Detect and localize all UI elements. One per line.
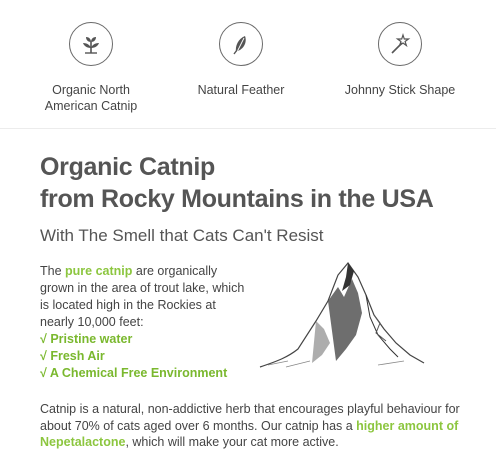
feature-johnny-stick: [330, 0, 470, 98]
intro-post: are organically grown in the area of trout lake, which is located high in the Rockies at nearly 10,000 feet:: [40, 264, 245, 329]
intro-text: [40, 263, 250, 382]
intro-pre: The: [40, 264, 66, 278]
feather-icon: [219, 22, 263, 66]
content-section: [0, 129, 496, 471]
feature-organic-catnip: [31, 0, 151, 114]
para-pre: Catnip is a natural, non-addictive herb that encourages playful behaviour for about 70% of cats aged over 6 months. Our catnip has a: [40, 402, 460, 433]
magic-wand-icon: [378, 22, 422, 66]
feature-natural-feather: [181, 0, 301, 98]
bullet-chemical-free: √ A Chemical Free Environment: [40, 366, 228, 380]
page-subtitle: With The Smell that Cats Can't Resist: [40, 226, 324, 245]
mountain-illustration: [258, 257, 426, 373]
title-line2: from Rocky Mountains in the USA: [40, 185, 434, 213]
bullet-pristine-water: √ Pristine water: [40, 332, 133, 346]
description-paragraph: [40, 401, 470, 451]
para-highlight: higher amount of Nepetalactone: [40, 418, 459, 449]
feature-label-line2: American Catnip: [44, 99, 138, 113]
feature-label-line1: Organic North: [52, 83, 130, 97]
feature-bar: [0, 0, 496, 129]
bullet-fresh-air: √ Fresh Air: [40, 349, 105, 363]
intro-highlight: pure catnip: [65, 264, 133, 278]
feature-label-line1: Johnny Stick Shape: [344, 83, 456, 97]
title-line1: Organic Catnip: [40, 153, 215, 181]
page-title: [40, 151, 480, 215]
feature-label-line1: Natural Feather: [197, 83, 285, 97]
plant-sprout-icon: [69, 22, 113, 66]
para-post: , which will make your cat more active.: [125, 435, 339, 449]
